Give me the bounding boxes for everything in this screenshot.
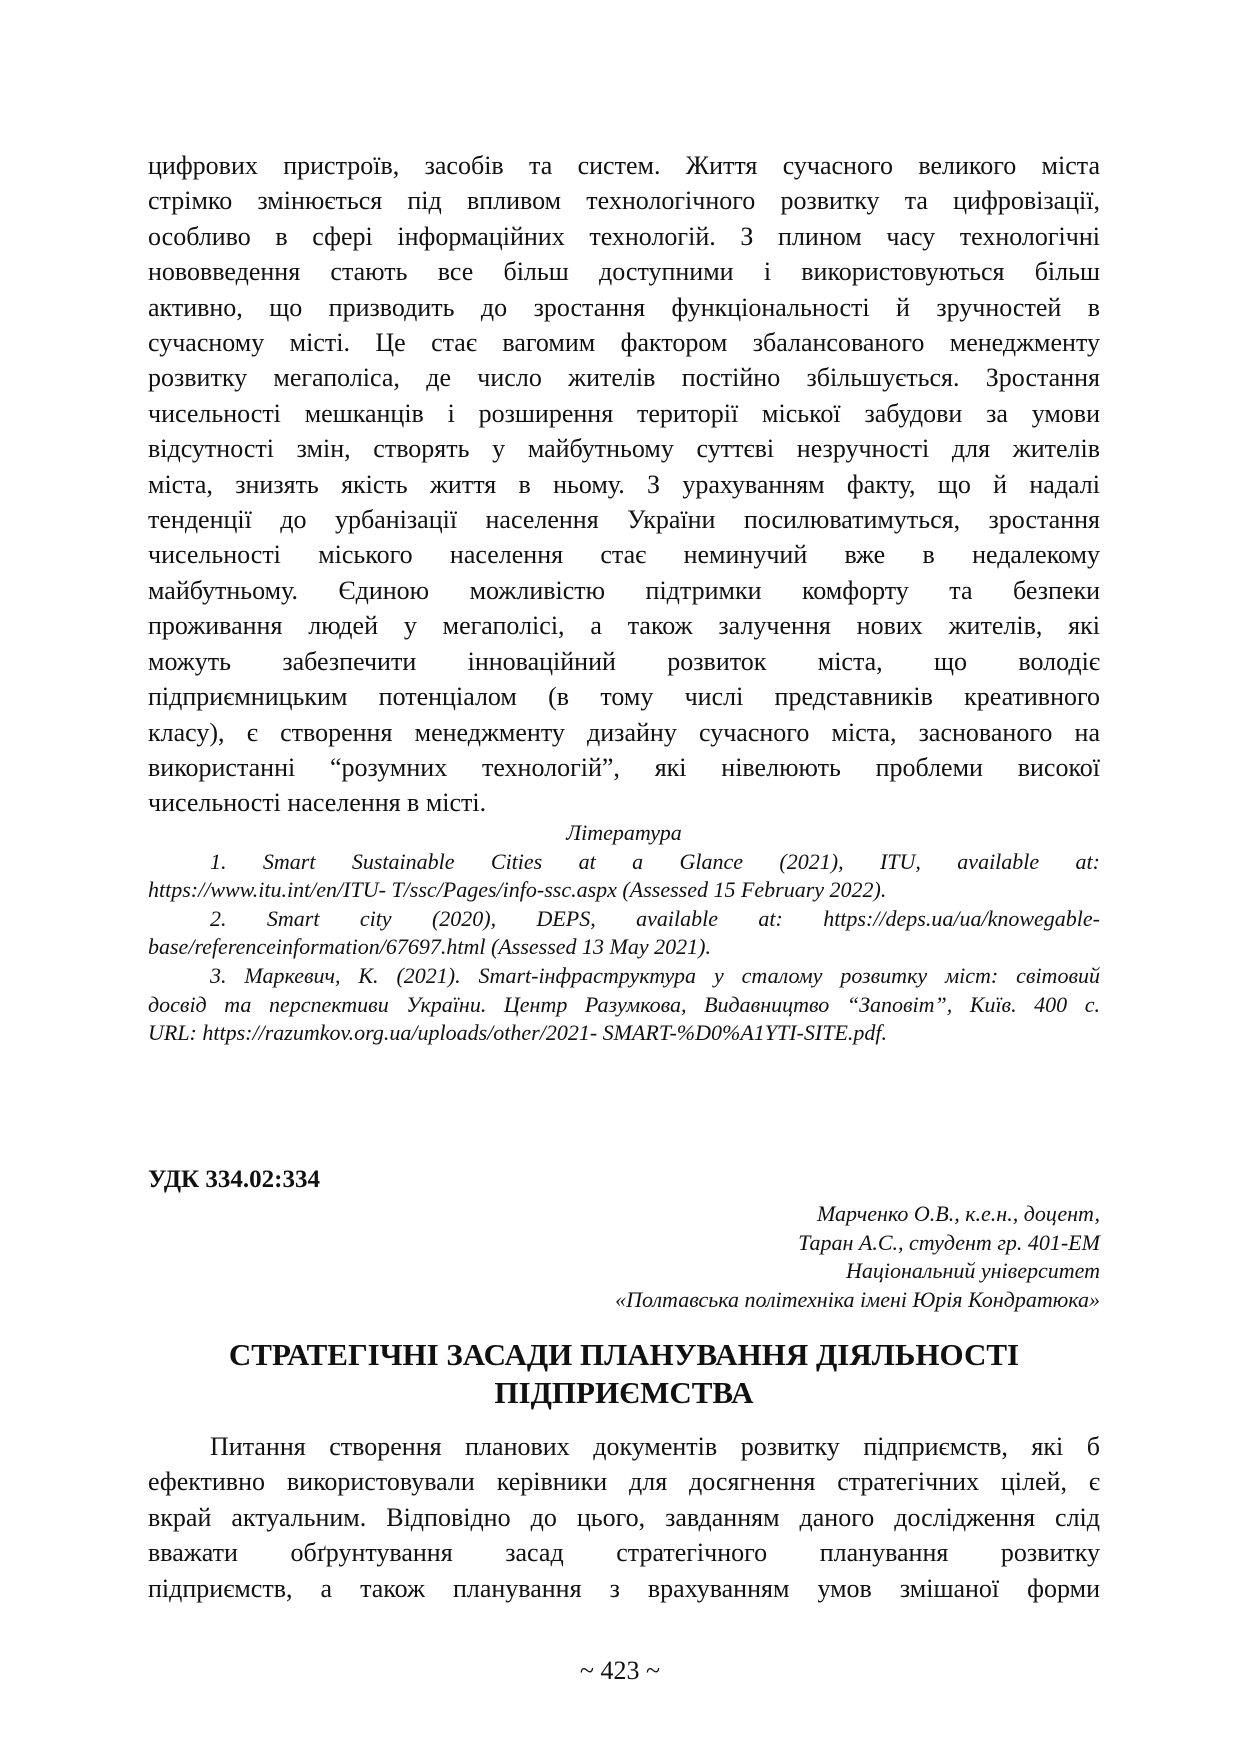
text-line: чисельності мешканців і розширення території міської забудови за умови <box>148 398 1100 428</box>
reference-line: https://www.itu.int/en/ITU- T/ssc/Pages/info-ssc.aspx (Assessed 15 February 2022). <box>148 877 887 903</box>
reference-line: URL: https://razumkov.org.ua/uploads/other/2021- SMART-%D0%A1YTI-SITE.pdf. <box>148 1020 887 1046</box>
text-line: проживання людей у мегаполісі, а також залучення нових жителів, які <box>148 611 1100 641</box>
text-line: класу), є створення менеджменту дизайну сучасного міста, заснованого на <box>148 717 1100 747</box>
text-line: чисельності населення в місті. <box>148 788 487 818</box>
references-heading: Література <box>566 820 682 845</box>
text-line: нововведення стають все більш доступними і використовуються більш <box>148 257 1100 287</box>
text-line: чисельності міського населення стає неминучий вже в недалекому <box>148 540 1100 570</box>
title-line: СТРАТЕГІЧНІ ЗАСАДИ ПЛАНУВАННЯ ДІЯЛЬНОСТІ <box>228 1337 1020 1372</box>
text-line: ефективно використовували керівники для досягнення стратегічних цілей, є <box>148 1467 1100 1497</box>
reference-line: base/referenceinformation/67697.html (Assessed 13 May 2021). <box>148 934 711 960</box>
text-line: вважати обґрунтування засад стратегічного планування розвитку <box>148 1538 1100 1568</box>
reference-line: 1. Smart Sustainable Cities at a Glance (2021), ITU, available at: <box>210 848 1100 874</box>
text-line: стрімко змінюється під впливом технологічного розвитку та цифровізації, <box>148 186 1100 216</box>
text-line: майбутньому. Єдиною можливістю підтримки комфорту та безпеки <box>148 575 1100 605</box>
text-line: міста, знизять якість життя в ньому. З урахуванням факту, що й надалі <box>148 469 1100 499</box>
text-line: особливо в сфері інформаційних технологій. З плином часу технологічні <box>148 221 1100 251</box>
text-line: розвитку мегаполіса, де число жителів постійно збільшується. Зростання <box>148 363 1100 393</box>
references-section <box>148 819 1100 1048</box>
reference-line: досвід та перспективи України. Центр Разумкова, Видавництво “Заповіт”, Київ. 400 с. <box>148 991 1100 1017</box>
author-line: Таран А.С., студент гр. 401-ЕМ <box>798 1229 1100 1255</box>
body-paragraph-2 <box>148 1429 1100 1606</box>
affiliation-line: «Полтавська політехніка імені Юрія Кондратюка» <box>615 1286 1100 1312</box>
text-line: підприємницьким потенціалом (в тому числі представників креативного <box>148 682 1100 712</box>
article-title <box>148 1336 1100 1412</box>
page-number: ~ 423 ~ <box>579 1656 661 1685</box>
reference-line: 3. Маркевич, К. (2021). Smart-інфраструктура у сталому розвитку міст: світовий <box>210 962 1100 988</box>
text-line: відсутності змін, створять у майбутньому суттєві незручності для жителів <box>148 434 1100 464</box>
text-line: використанні “розумних технологій”, які нівелюють проблеми високої <box>148 752 1100 782</box>
text-line: цифрових пристроїв, засобів та систем. Життя сучасного великого міста <box>148 151 1100 180</box>
body-paragraph-1 <box>148 148 1100 821</box>
reference-line: 2. Smart city (2020), DEPS, available at: https://deps.ua/ua/knowegable- <box>210 905 1100 931</box>
text-line: вкрай актуальним. Відповідно до цього, завданням даного дослідження слід <box>148 1502 1100 1532</box>
author-line: Марченко О.В., к.е.н., доцент, <box>817 1201 1100 1226</box>
text-line: сучасному місті. Це стає вагомим фактором збалансованого менеджменту <box>148 328 1100 358</box>
text-line: тенденції до урбанізації населення України посилюватимуться, зростання <box>148 505 1100 535</box>
title-line: ПІДПРИЄМСТВА <box>494 1375 754 1410</box>
text-line: Питання створення планових документів розвитку підприємств, які б <box>210 1432 1100 1461</box>
text-line: активно, що призводить до зростання функціональності й зручностей в <box>148 292 1100 322</box>
author-block <box>615 1200 1100 1314</box>
text-line: підприємств, а також планування з врахуванням умов змішаної форми <box>148 1573 1100 1603</box>
text-line: можуть забезпечити інноваційний розвиток міста, що володіє <box>148 646 1100 676</box>
udk-code: УДК 334.02:334 <box>148 1166 320 1193</box>
affiliation-line: Національний університет <box>845 1258 1100 1284</box>
